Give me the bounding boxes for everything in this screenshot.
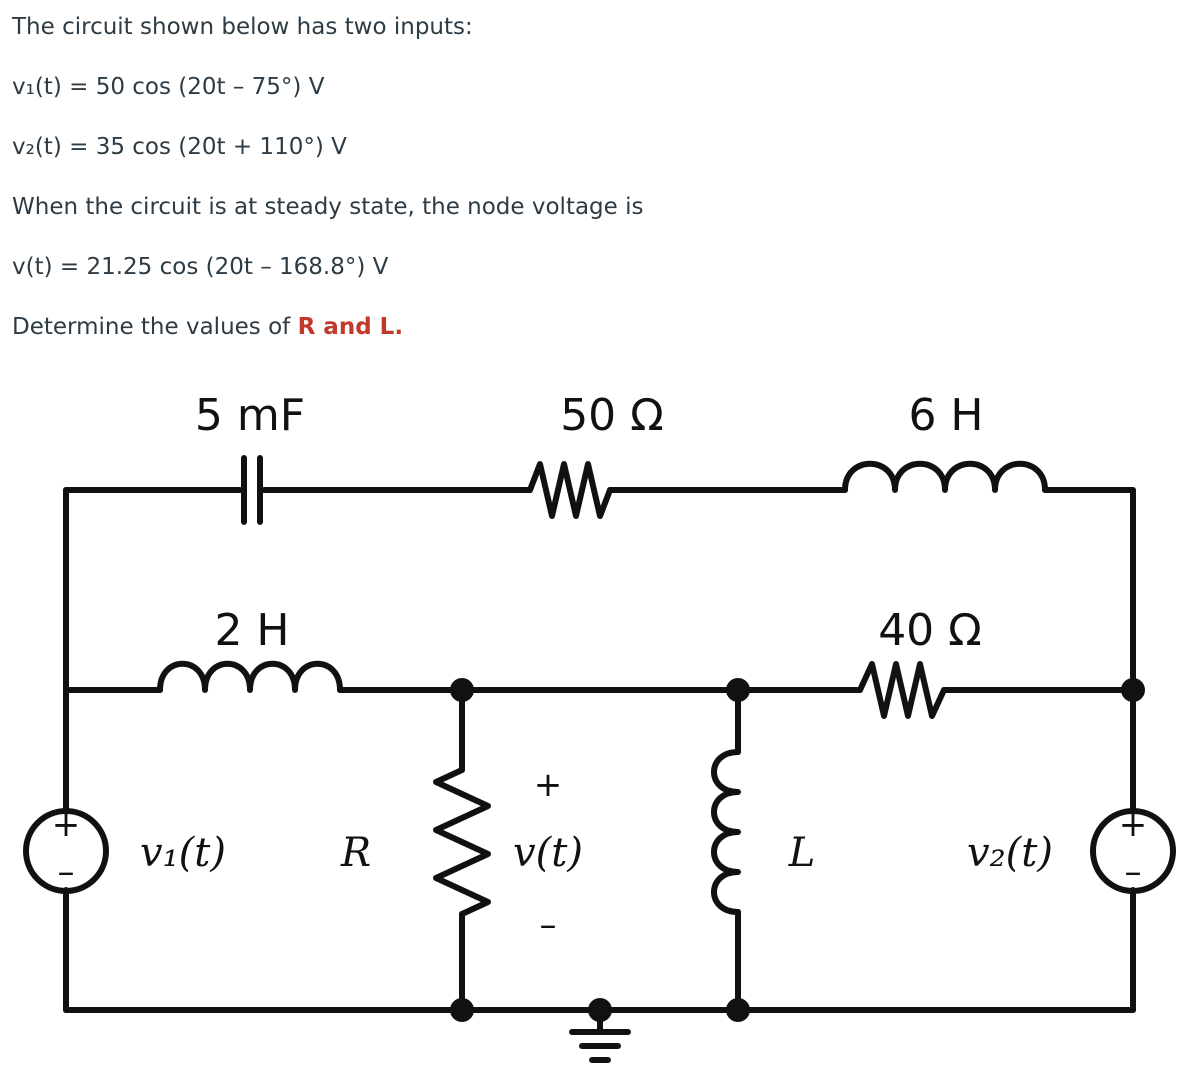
question-prefix: Determine the values of xyxy=(12,314,298,340)
inductor-L-label: L xyxy=(788,830,816,876)
capacitor-5mF xyxy=(244,458,260,522)
resistor-50-ohm xyxy=(530,464,610,516)
v2-minus-sign: – xyxy=(1124,852,1142,892)
ground-icon xyxy=(572,1032,628,1060)
junction-dot xyxy=(450,678,474,702)
v2-equation: v₂(t) = 35 cos (20t + 110°) V xyxy=(12,134,347,160)
junction-dot xyxy=(588,998,612,1022)
junction-dot xyxy=(726,678,750,702)
steady-state-text: When the circuit is at steady state, the node voltage is xyxy=(12,194,644,220)
resistor-40-ohm xyxy=(860,664,944,716)
v2-plus-sign: + xyxy=(1118,805,1148,845)
inductor-top-label: 6 H xyxy=(908,390,984,441)
junction-dot xyxy=(1121,678,1145,702)
resistor-R xyxy=(436,770,488,914)
node-minus-sign: – xyxy=(539,905,557,945)
source2-label: v₂(t) xyxy=(967,830,1053,876)
v1-equation: v₁(t) = 50 cos (20t – 75°) V xyxy=(12,74,325,100)
wire-top-right-end xyxy=(1045,490,1133,690)
inductor-6H xyxy=(845,464,1045,490)
junction-dot xyxy=(726,998,750,1022)
node-voltage-label: v(t) xyxy=(513,830,583,876)
v1-minus-sign: – xyxy=(57,852,75,892)
inductor-L xyxy=(714,752,738,912)
v1-plus-sign: + xyxy=(51,805,81,845)
capacitor-label: 5 mF xyxy=(194,390,306,441)
resistor-top-label: 50 Ω xyxy=(560,390,664,441)
inductor-2H xyxy=(160,664,340,690)
junction-dot xyxy=(450,998,474,1022)
resistor-right-label: 40 Ω xyxy=(878,605,982,656)
question-highlight: R and L. xyxy=(297,314,404,340)
intro-text: The circuit shown below has two inputs: xyxy=(12,14,473,40)
source1-label: v₁(t) xyxy=(140,830,226,876)
node-voltage-equation: v(t) = 21.25 cos (20t – 168.8°) V xyxy=(12,254,389,280)
inductor-left-label: 2 H xyxy=(214,605,290,656)
node-plus-sign: + xyxy=(533,765,563,805)
resistor-R-label: R xyxy=(340,830,372,876)
